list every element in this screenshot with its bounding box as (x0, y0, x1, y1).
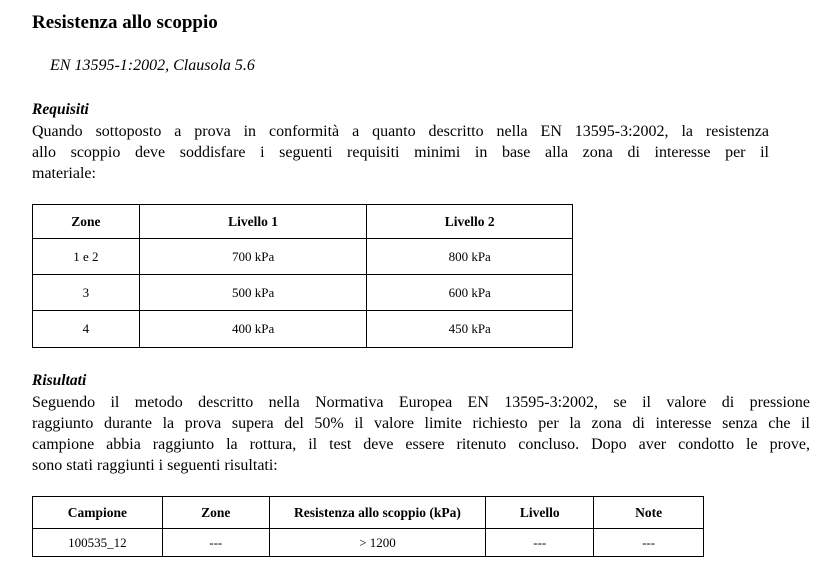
standard-clause: EN 13595-1:2002, Clausola 5.6 (50, 57, 255, 74)
cell-campione: 100535_12 (33, 529, 163, 557)
header-livello: Livello (486, 497, 594, 529)
results-table (32, 496, 704, 557)
requisiti-line: materiale: (32, 165, 96, 182)
cell-livello-1: 400 kPa (139, 311, 367, 348)
cell-zone: 4 (33, 311, 140, 348)
risultati-heading: Risultati (32, 372, 87, 389)
page-title: Resistenza allo scoppio (32, 12, 218, 33)
table-row (33, 275, 573, 311)
cell-livello: --- (486, 529, 594, 557)
header-resistenza: Resistenza allo scoppio (kPa) (269, 497, 486, 529)
cell-zone: 1 e 2 (33, 239, 140, 275)
requirements-table (32, 204, 573, 348)
table-header-row (33, 497, 704, 529)
cell-note: --- (594, 529, 704, 557)
table-header-row (33, 205, 573, 239)
table-row (33, 529, 704, 557)
cell-resistenza: > 1200 (269, 529, 486, 557)
table-row (33, 311, 573, 348)
risultati-paragraph (32, 392, 810, 476)
cell-zone: --- (162, 529, 269, 557)
header-zone: Zone (33, 205, 140, 239)
cell-zone: 3 (33, 275, 140, 311)
cell-livello-1: 700 kPa (139, 239, 367, 275)
cell-livello-2: 450 kPa (367, 311, 573, 348)
cell-livello-2: 800 kPa (367, 239, 573, 275)
table-row (33, 239, 573, 275)
cell-livello-1: 500 kPa (139, 275, 367, 311)
header-zone: Zone (162, 497, 269, 529)
header-livello-2: Livello 2 (367, 205, 573, 239)
cell-livello-2: 600 kPa (367, 275, 573, 311)
header-livello-1: Livello 1 (139, 205, 367, 239)
risultati-line: raggiunto durante la prova supera del 50% il valore limite richiesto per la zona di interesse senza che il (32, 415, 810, 432)
risultati-line: campione abbia raggiunto la rottura, il test deve essere ritenuto concluso. Dopo aver condotto le prove, (32, 436, 810, 453)
requisiti-heading: Requisiti (32, 101, 89, 118)
requisiti-line: allo scoppio deve soddisfare i seguenti requisiti minimi in base alla zona di interesse per il (32, 144, 769, 161)
requisiti-paragraph (32, 121, 769, 184)
header-campione: Campione (33, 497, 163, 529)
header-note: Note (594, 497, 704, 529)
risultati-line: Seguendo il metodo descritto nella Normativa Europea EN 13595-3:2002, se il valore di pressione (32, 394, 810, 411)
risultati-line: sono stati raggiunti i seguenti risultati: (32, 457, 278, 474)
requisiti-line: Quando sottoposto a prova in conformità a quanto descritto nella EN 13595-3:2002, la resistenza (32, 123, 769, 140)
